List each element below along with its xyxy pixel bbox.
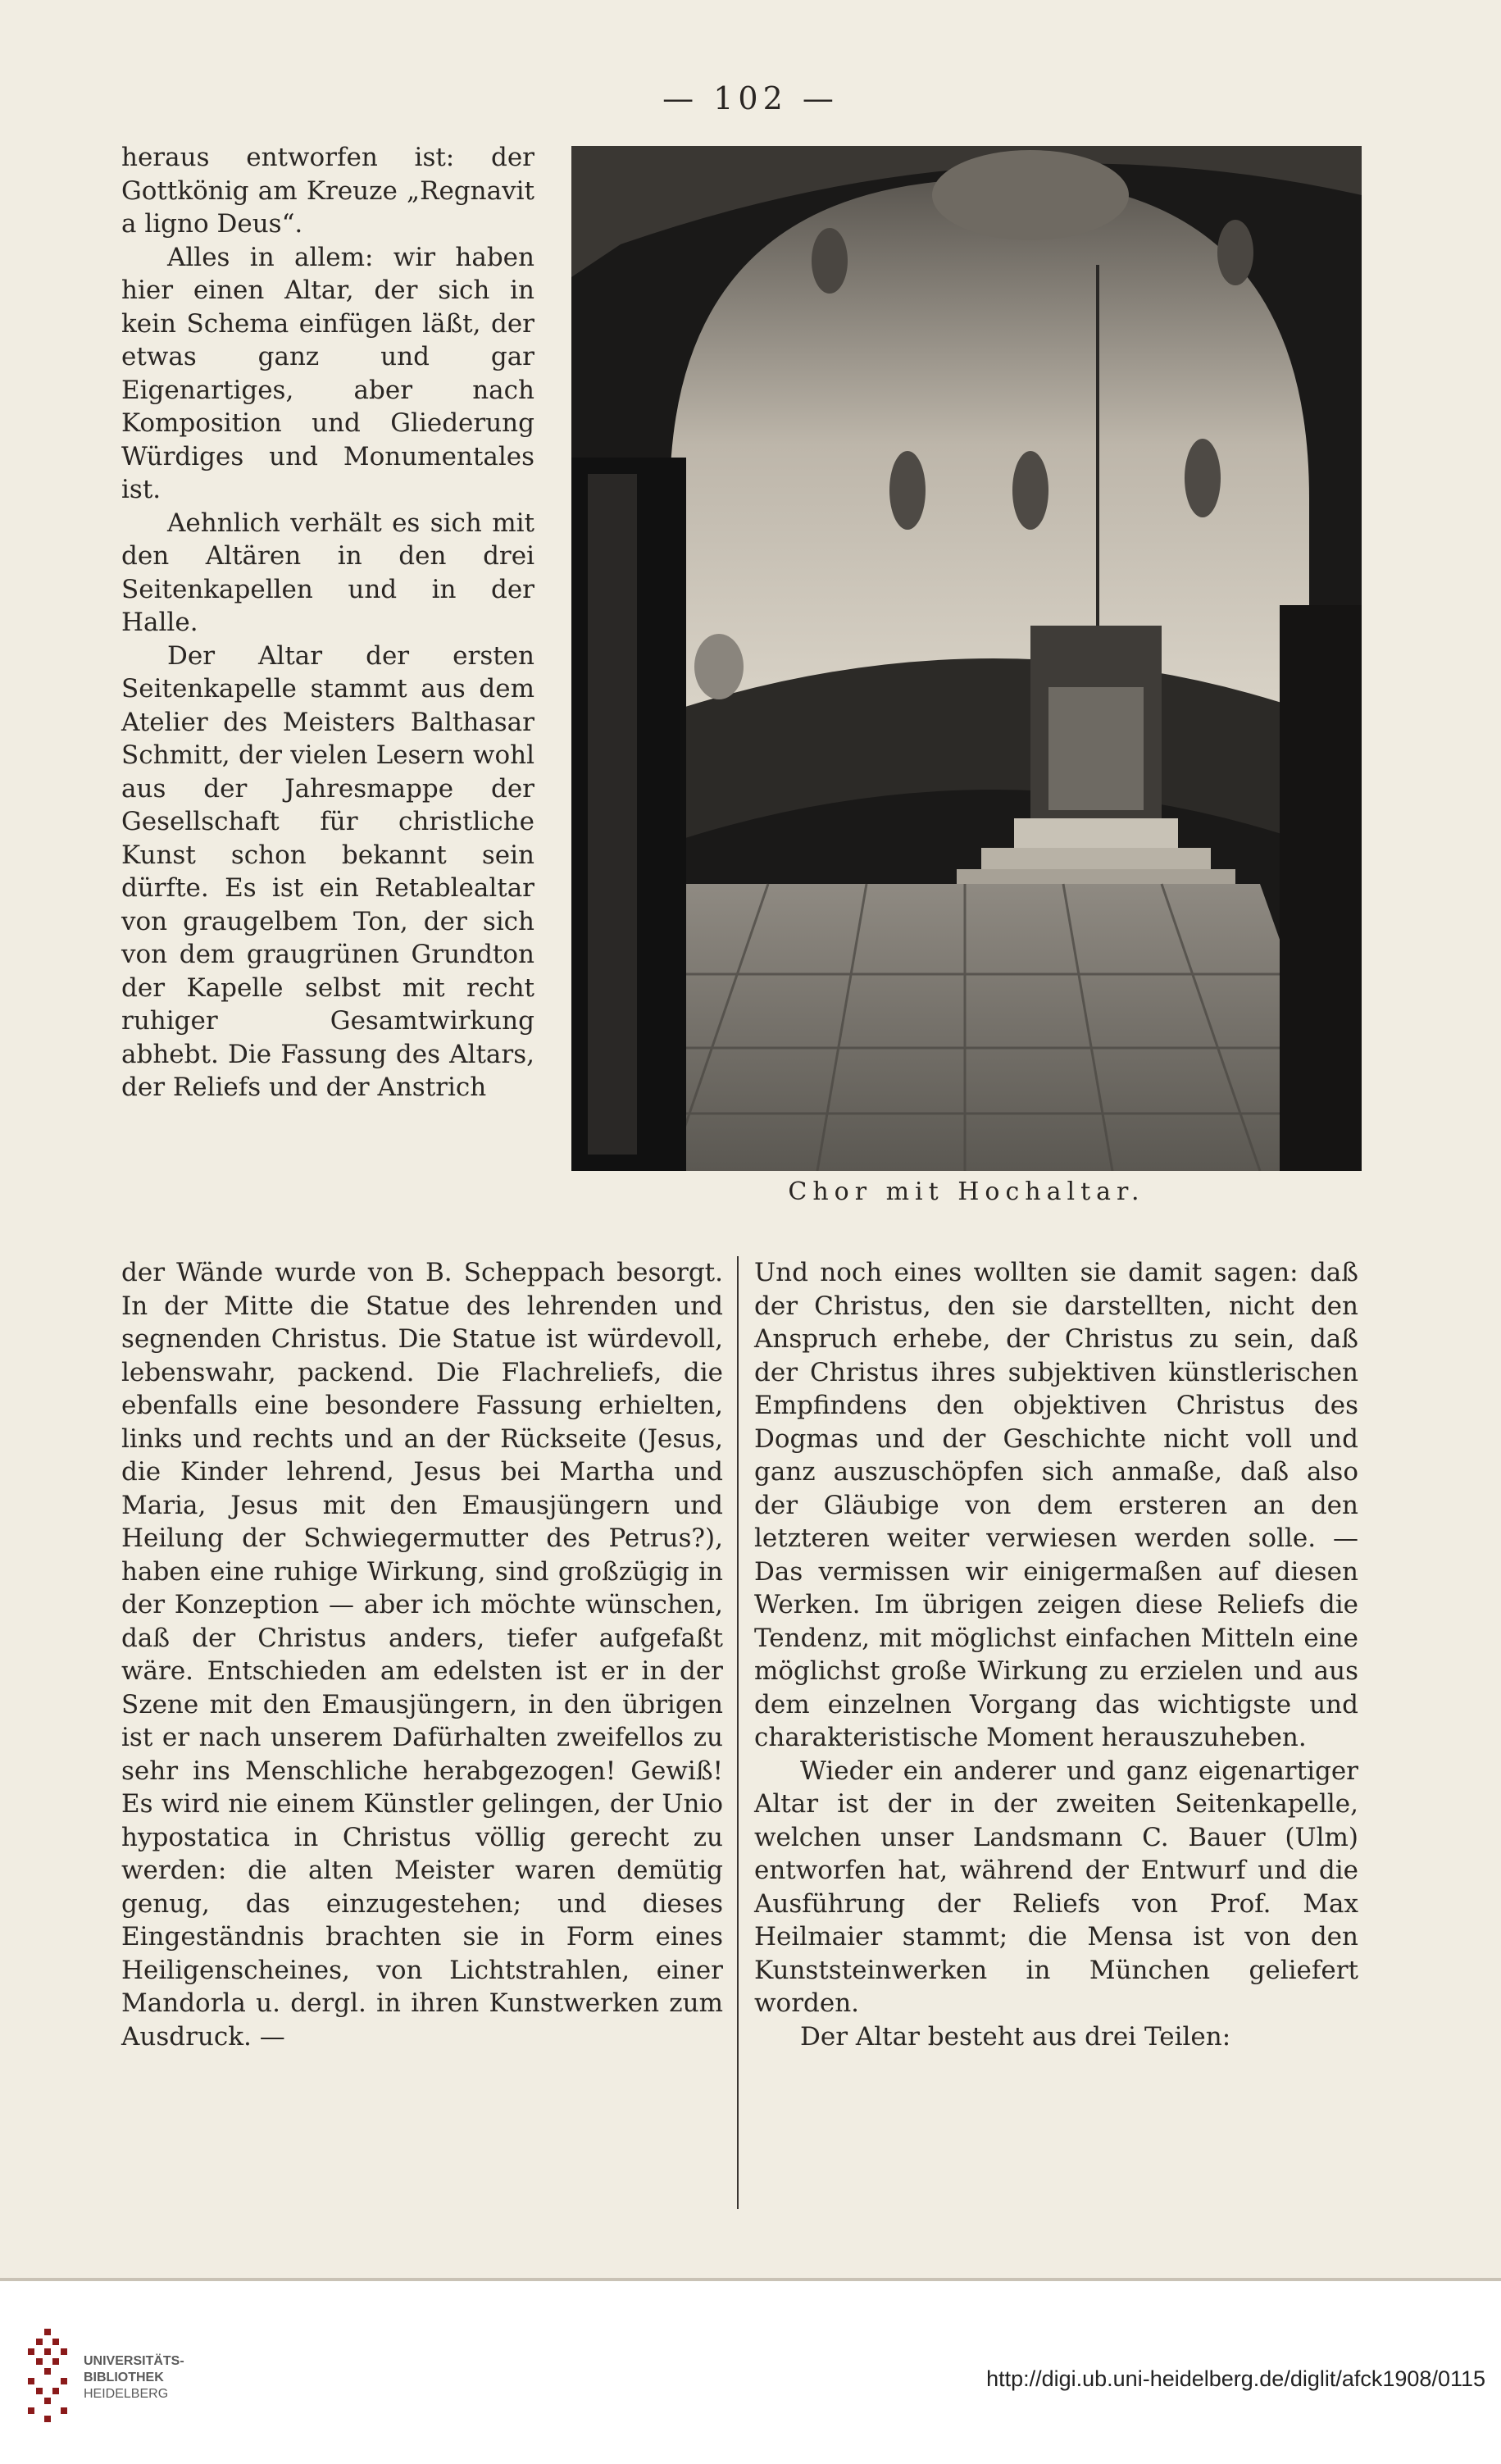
choir-photo-image [571,146,1362,1171]
paragraph: Der Altar besteht aus drei Teilen: [800,2021,1231,2052]
library-logo-text [84,2353,297,2403]
choir-photograph [571,146,1362,1171]
paragraph: Alles in allem: wir haben hier einen Altar, der sich in kein Schema einfügen läßt, der etwas ganz und gar Eigenartiges, aber nach Komposition und Gliederung Würdiges und Monumentales ist. [121,242,534,504]
top-text-column [121,141,534,1104]
paragraph: Aehnlich verhält es sich mit den Altären in den drei Seitenkapellen und in der Halle. [121,508,534,637]
paragraph: Und noch eines wollten sie damit sagen: daß der Christus, den sie darstellten, nicht den Anspruch erhebe, der Christus zu sein, daß der Christus ihres subjektiven künstlerischen Empfindens den objektiven Christus des Dogmas und der Geschichte nicht voll und ganz auszuschöpfen sich anmaße, daß also der Gläubige von dem ersteren an den letzteren weiter verwiesen werden solle. — Das vermissen wir einigermaßen auf diesen Werken. Im übrigen zeigen diese Reliefs die Tendenz, mit möglichst einfachen Mitteln eine möglichst große Wirkung zu erzielen und aus dem einzelnen Vorgang das wichtigste und charakteristische Moment herauszuheben. [754,1258,1358,1752]
paragraph: heraus entworfen ist: der Gottkönig am Kreuze „Regnavit a ligno Deus“. [121,143,534,239]
source-url-link[interactable]: http://digi.ub.uni-heidelberg.de/diglit/afck1908/0115 [986,2366,1485,2391]
logo-line: HEIDELBERG [84,2387,169,2401]
library-logo-icon [25,2327,74,2424]
page-number: — 102 — [662,80,839,116]
paragraph: Wieder ein anderer und ganz eigenartiger Altar ist der in der zweiten Seitenkapelle, welchen unser Landsmann C. Bauer (Ulm) entworfen hat, während der Entwurf und die Ausführung der Reliefs von Prof. Max Heilmaier stammt; die Mensa ist von den Kunststeinwerken in München geliefert worden. [754,1756,1358,2018]
paragraph: der Wände wurde von B. Scheppach besorgt. In der Mitte die Statue des lehrenden und segnenden Christus. Die Statue ist würdevoll, lebenswahr, packend. Die Flachreliefs, die ebenfalls eine besondere Fassung erhielten, links und rechts und an der Rückseite (Jesus, die Kinder lehrend, Jesus bei Martha und Maria, Jesus mit den Emausjüngern und Heilung der Schwiegermutter des Petrus?), haben eine ruhige Wirkung, sind großzügig in der Konzeption — aber ich möchte wünschen, daß der Christus anders, tiefer aufgefaßt wäre. Entschieden am edelsten ist er in der Szene mit den Emausjüngern, in den übrigen ist er nach unserem Dafürhalten zweifellos zu sehr ins Menschliche herabgezogen! Gewiß! Es wird nie einem Künstler gelingen, der Unio hypostatica in Christus völlig gerecht zu werden: die alten Meister waren demütig genug, das einzugestehen; und dieses Eingeständnis brachten sie in Form eines Heiligenscheines, von Lichtstrahlen, einer Mandorla u. dergl. in ihren Kunstwerken zum Ausdruck. — [121,1258,723,2052]
column-divider [737,1256,739,2209]
photo-caption: Chor mit Hochaltar. [788,1177,1145,1206]
logo-line: UNIVERSITÄTS- [84,2354,184,2368]
logo-line: BIBLIOTHEK [84,2371,164,2384]
left-text-column [121,1256,723,2053]
paragraph: Der Altar der ersten Seitenkapelle stammt aus dem Atelier des Meisters Balthasar Schmitt, der vielen Lesern wohl aus der Jahresmappe der Gesellschaft für christliche Kunst schon bekannt sein dürfte. Es ist ein Retablealtar von graugelbem Ton, der sich von dem graugrünen Grundton der Kapelle selbst mit recht ruhiger Gesamtwirkung abhebt. Die Fassung des Altars, der Reliefs und der Anstrich [121,640,534,1102]
right-text-column [754,1256,1358,2053]
